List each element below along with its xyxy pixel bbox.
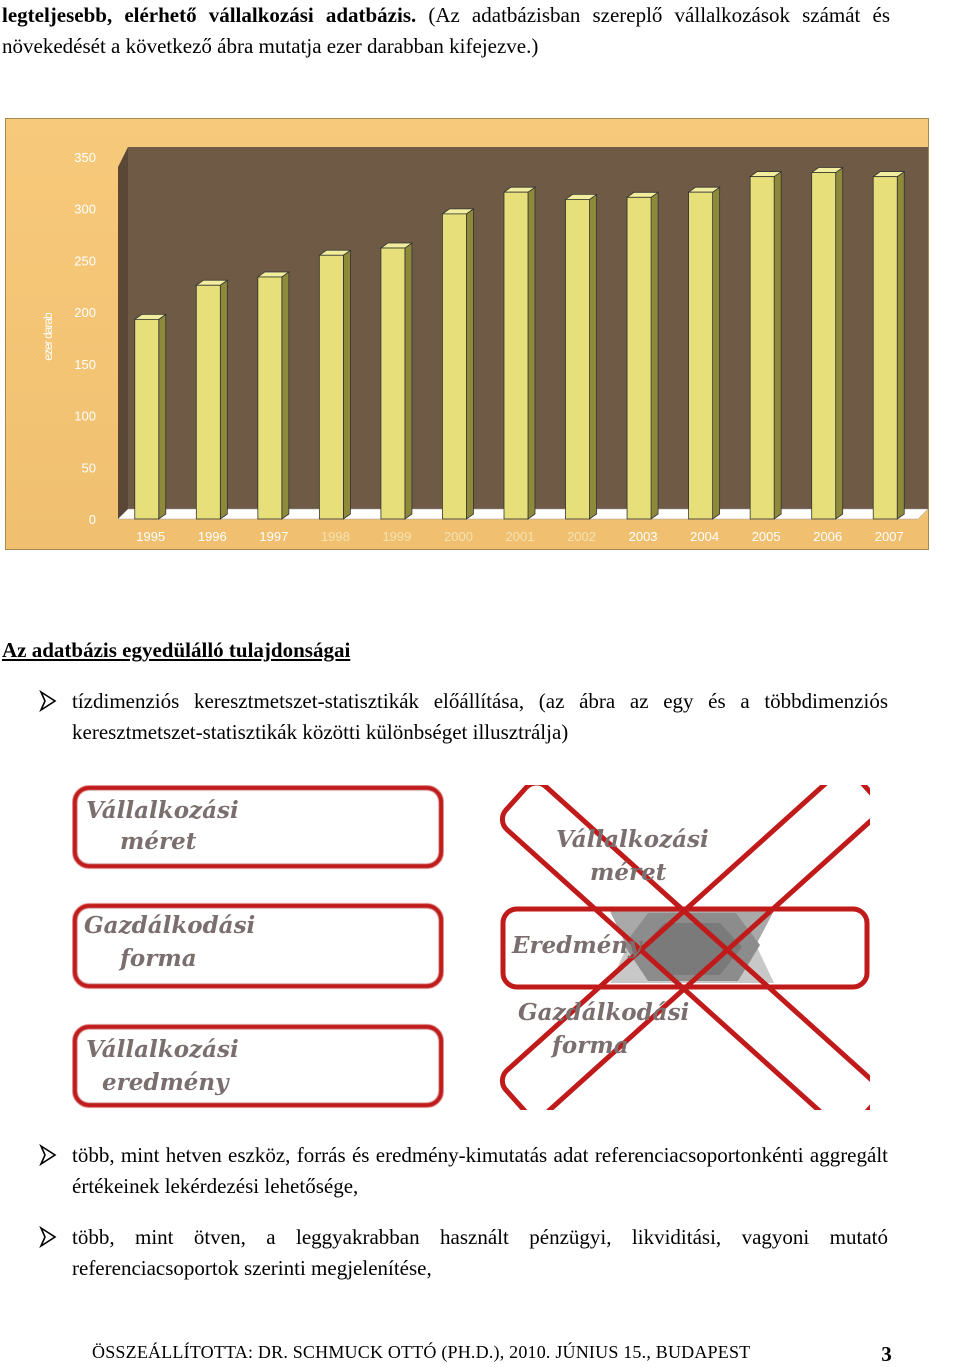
plot-side-wall bbox=[118, 147, 128, 519]
bar bbox=[750, 172, 781, 519]
footer-credit: ÖSSZEÁLLÍTOTTA: DR. SCHMUCK OTTÓ (PH.D.), 2010. JÚNIUS 15., BUDAPEST bbox=[92, 1342, 751, 1362]
x-tick-label: 2002 bbox=[567, 529, 596, 544]
x-tick-label: 1999 bbox=[382, 529, 412, 544]
intro-bold: legteljesebb, elérhető vállalkozási adatbázis. bbox=[2, 3, 417, 27]
dimension-box-size bbox=[75, 788, 441, 866]
bar bbox=[812, 168, 843, 519]
bullet-text: több, mint hetven eszköz, forrás és eredmény-kimutatás adat referenciacsoportonkénti aggregált értékeinek lekérdezési lehetősége, bbox=[72, 1143, 888, 1198]
y-axis-label: ezer darab bbox=[41, 313, 55, 361]
x-tick-label: 2007 bbox=[874, 529, 904, 544]
bar bbox=[504, 187, 535, 519]
x-tick-label: 2001 bbox=[505, 529, 535, 544]
diagram-label-result: Eredmény bbox=[512, 932, 642, 959]
y-tick-label: 0 bbox=[88, 512, 96, 527]
y-tick-label: 100 bbox=[74, 408, 96, 424]
bullet-item bbox=[38, 686, 888, 748]
y-tick-label: 300 bbox=[74, 201, 96, 217]
page-footer bbox=[92, 1342, 892, 1366]
dimension-box-line2: forma bbox=[120, 945, 197, 972]
x-tick-label: 1998 bbox=[320, 529, 350, 544]
page-number: 3 bbox=[881, 1342, 892, 1366]
bar bbox=[258, 272, 289, 519]
dimension-box-result bbox=[75, 1027, 441, 1105]
multi-dimensional-diagram bbox=[498, 785, 870, 1110]
bar-chart bbox=[5, 118, 929, 550]
diagram-label-form-line1: Gazdálkodási bbox=[518, 999, 690, 1026]
bar bbox=[319, 250, 350, 519]
one-dimensional-diagram bbox=[72, 785, 444, 1115]
arrow-bullet-icon bbox=[38, 1144, 58, 1166]
one-dimensional-diagram-svg bbox=[72, 785, 444, 1115]
bullet-item bbox=[38, 1140, 888, 1202]
dimension-box-line1: Vállalkozási bbox=[86, 797, 239, 824]
bullet-text: több, mint ötven, a leggyakrabban használt pénzügyi, likviditási, vagyoni mutató referenciacsoportok szerinti megjelenítése, bbox=[72, 1225, 888, 1280]
intro-rest: (Az adatbázisban szereplő vállalkozások számát és növekedését a következő ábra mutatja ezer darabban kifejezve.) bbox=[2, 3, 890, 58]
x-tick-label: 2003 bbox=[628, 529, 658, 544]
x-tick-label: 1996 bbox=[197, 529, 227, 544]
y-tick-label: 250 bbox=[74, 253, 96, 269]
y-tick-label: 350 bbox=[74, 150, 96, 165]
y-tick-label: 200 bbox=[74, 305, 96, 321]
x-tick-label: 2005 bbox=[751, 529, 781, 544]
bar bbox=[627, 192, 658, 519]
bullet-text: tízdimenziós keresztmetszet-statisztikák előállítása, (az ábra az egy és a többdimenziós keresztmetszet-statisztikák közötti különbséget illusztrálja) bbox=[72, 689, 888, 744]
dimension-box-line1: Gazdálkodási bbox=[84, 912, 256, 939]
y-tick-label: 50 bbox=[81, 460, 96, 476]
bar bbox=[381, 243, 412, 519]
dimension-box-line1: Vállalkozási bbox=[86, 1036, 239, 1063]
bar bbox=[196, 280, 227, 519]
x-tick-label: 2004 bbox=[690, 529, 720, 544]
dimension-box-line2: méret bbox=[120, 828, 197, 855]
section-title: Az adatbázis egyedülálló tulajdonságai bbox=[2, 638, 351, 662]
arrow-bullet-icon bbox=[38, 690, 58, 712]
arrow-bullet-icon bbox=[38, 1226, 58, 1248]
x-tick-label: 1997 bbox=[259, 529, 289, 544]
bar-chart-svg bbox=[6, 119, 928, 549]
dimension-box-line2: eredmény bbox=[102, 1069, 229, 1096]
bar bbox=[442, 209, 473, 519]
y-tick-label: 150 bbox=[74, 356, 96, 372]
x-tick-label: 2006 bbox=[813, 529, 843, 544]
multi-dimensional-diagram-svg bbox=[498, 785, 870, 1110]
diagram-label-form-line2: forma bbox=[552, 1032, 629, 1059]
bar bbox=[566, 194, 597, 519]
x-tick-label: 1995 bbox=[136, 529, 166, 544]
bar bbox=[873, 172, 904, 519]
intro-paragraph bbox=[2, 0, 890, 62]
x-tick-label: 2000 bbox=[444, 529, 473, 544]
bar bbox=[689, 187, 720, 519]
diagram-label-size-line1: Vállalkozási bbox=[556, 826, 709, 853]
diagram-label-size-line2: méret bbox=[590, 859, 667, 886]
bullet-item bbox=[38, 1222, 888, 1284]
dimension-box-form bbox=[75, 906, 441, 986]
bar bbox=[135, 314, 166, 519]
